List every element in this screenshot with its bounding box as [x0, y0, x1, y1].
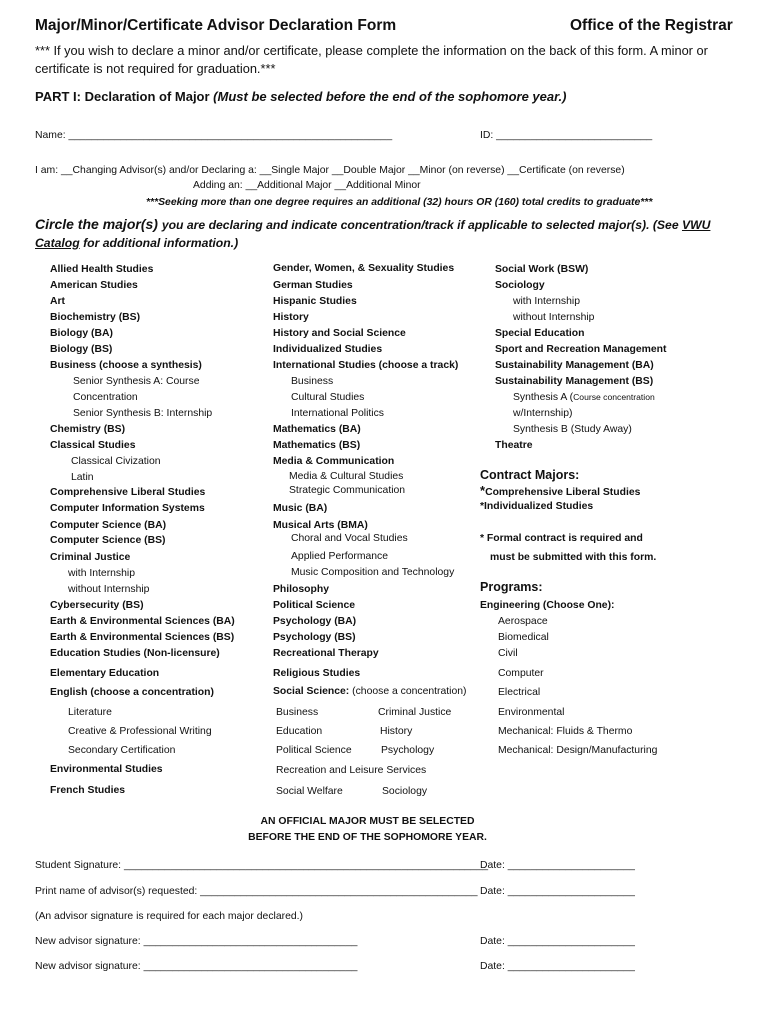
major-item[interactable]: Earth & Environmental Sciences (BA) [50, 616, 235, 627]
synthesis-a-detail: Course concentration [573, 392, 655, 402]
concentration-item[interactable]: with Internship [513, 296, 580, 307]
program-item[interactable]: Computer [498, 668, 544, 679]
concentration-item[interactable]: Music Composition and Technology [291, 567, 455, 578]
seeking-note: ***Seeking more than one degree requires an additional (32) hours OR (160) total credits to graduate*** [146, 197, 653, 208]
major-item[interactable]: Media & Communication [273, 456, 395, 467]
asterisk: * [480, 501, 485, 512]
concentration-item[interactable]: Classical Civization [71, 456, 161, 467]
program-item[interactable]: Mechanical: Design/Manufacturing [498, 745, 658, 756]
program-item[interactable]: Mechanical: Fluids & Thermo [498, 726, 633, 737]
major-item[interactable]: Biochemistry (BS) [50, 312, 141, 323]
synthesis-a-label: Synthesis A ( [513, 392, 574, 403]
concentration-item[interactable] [513, 391, 655, 404]
circle-rest: you are declaring and indicate concentration/track if applicable to selected major(s). (See [161, 218, 682, 232]
concentration-item[interactable]: Latin [71, 472, 94, 483]
advisor-name-field[interactable]: Print name of advisor(s) requested: ________________________________________________ [35, 886, 478, 897]
major-item[interactable]: Cybersecurity (BS) [50, 600, 144, 611]
major-item[interactable]: Individualized Studies [273, 344, 383, 355]
concentration-item[interactable]: Media & Cultural Studies [289, 471, 404, 482]
major-item[interactable]: Earth & Environmental Sciences (BS) [50, 632, 235, 643]
contract-item[interactable] [480, 484, 640, 499]
concentration-item[interactable]: Cultural Studies [291, 392, 365, 403]
student-date-field[interactable]: Date: ______________________ [480, 860, 635, 871]
contract-item[interactable] [480, 500, 593, 513]
major-item[interactable]: Sustainability Management (BA) [495, 360, 654, 371]
official-notice-line: AN OFFICIAL MAJOR MUST BE SELECTED [260, 816, 475, 827]
contract-majors-heading: Contract Majors: [480, 468, 580, 482]
major-item[interactable]: Elementary Education [50, 668, 160, 679]
major-item[interactable]: Special Education [495, 328, 585, 339]
major-item[interactable]: Environmental Studies [50, 764, 163, 775]
major-item[interactable]: Allied Health Studies [50, 264, 154, 275]
engineering-heading: Engineering (Choose One): [480, 600, 615, 611]
i-am-options[interactable]: I am: __Changing Advisor(s) and/or Declaring a: __Single Major __Double Major __Minor (on reverse) __Certificate (on reverse) [35, 165, 625, 176]
major-item[interactable]: Biology (BS) [50, 344, 113, 355]
concentration-item[interactable]: Business [291, 376, 334, 387]
major-item[interactable]: International Studies (choose a track) [273, 360, 459, 371]
concentration-item[interactable]: Education [276, 726, 323, 737]
concentration-item[interactable]: International Politics [291, 408, 384, 419]
major-item[interactable]: German Studies [273, 280, 353, 291]
major-item[interactable]: Art [50, 296, 66, 307]
circle-lead: Circle the major(s) [35, 216, 162, 232]
major-item[interactable]: Recreational Therapy [273, 648, 379, 659]
major-item[interactable]: Sociology [495, 280, 545, 291]
concentration-item[interactable]: Sociology [382, 786, 428, 797]
catalog-link[interactable]: VWU Catalog [35, 218, 711, 250]
major-item[interactable]: Religious Studies [273, 668, 361, 679]
social-science-label: Social Science: [273, 686, 350, 697]
social-science-heading[interactable] [273, 685, 467, 698]
major-item[interactable]: Sport and Recreation Management [495, 344, 667, 355]
major-item[interactable]: Education Studies (Non-licensure) [50, 648, 220, 659]
id-field[interactable]: ID: ___________________________ [480, 130, 653, 141]
concentration-item[interactable]: Criminal Justice [378, 707, 452, 718]
name-field[interactable]: Name: ________________________________________________________ [35, 130, 393, 141]
advisor-date-field[interactable]: Date: ______________________ [480, 886, 635, 897]
major-item[interactable]: Gender, Women, & Sexuality Studies [273, 263, 455, 274]
major-item[interactable]: Hispanic Studies [273, 296, 357, 307]
concentration-item[interactable]: Political Science [276, 745, 352, 756]
major-item[interactable]: Music (BA) [273, 503, 328, 514]
major-item[interactable]: Musical Arts (BMA) [273, 520, 368, 531]
concentration-item: Concentration [73, 392, 138, 403]
circle-instructions [35, 215, 735, 252]
concentration-item[interactable]: Senior Synthesis A: Course [73, 376, 200, 387]
asterisk: * [480, 483, 486, 498]
major-item[interactable]: Classical Studies [50, 440, 136, 451]
program-item[interactable]: Electrical [498, 687, 541, 698]
advisor-note: (An advisor signature is required for each major declared.) [35, 911, 303, 922]
major-item[interactable]: Psychology (BS) [273, 632, 356, 643]
concentration-item[interactable]: Recreation and Leisure Services [276, 765, 427, 776]
major-item[interactable]: French Studies [50, 785, 126, 796]
student-signature-field[interactable]: Student Signature: _______________________________________________________________ [35, 860, 489, 871]
contract-item-label: Comprehensive Liberal Studies [485, 487, 641, 498]
concentration-item[interactable]: with Internship [68, 568, 135, 579]
major-item[interactable]: Biology (BA) [50, 328, 113, 339]
major-item[interactable]: Philosophy [273, 584, 329, 595]
major-item[interactable]: Sustainability Management (BS) [495, 376, 654, 387]
concentration-item: w/Internship) [513, 408, 573, 419]
concentration-item[interactable]: without Internship [68, 584, 150, 595]
programs-heading: Programs: [480, 580, 543, 594]
concentration-item[interactable]: Strategic Communication [289, 485, 406, 496]
major-item[interactable]: Chemistry (BS) [50, 424, 126, 435]
adding-options[interactable]: Adding an: __Additional Major __Additional Minor [193, 180, 421, 191]
major-item[interactable]: History and Social Science [273, 328, 406, 339]
office-name: Office of the Registrar [570, 17, 733, 34]
program-item[interactable]: Civil [498, 648, 518, 659]
major-item[interactable]: Mathematics (BA) [273, 424, 361, 435]
major-item[interactable]: Psychology (BA) [273, 616, 357, 627]
new-advisor-date-field[interactable]: Date: ______________________ [480, 936, 635, 947]
major-item[interactable]: Theatre [495, 440, 533, 451]
intro-note: *** If you wish to declare a minor and/or certificate, please complete the information on the back of this form. A minor or certificate is not required for graduation.*** [35, 43, 708, 76]
major-item[interactable]: American Studies [50, 280, 138, 291]
major-item[interactable]: Computer Information Systems [50, 503, 205, 514]
circle-tail: for additional information.) [79, 236, 239, 250]
concentration-item[interactable]: Applied Performance [291, 551, 389, 562]
major-item[interactable]: Business (choose a synthesis) [50, 360, 202, 371]
new-advisor-date-field[interactable]: Date: ______________________ [480, 961, 635, 972]
part1-note: (Must be selected before the end of the sophomore year.) [213, 89, 567, 104]
contract-note: * Formal contract is required and [480, 533, 643, 544]
major-item[interactable]: English (choose a concentration) [50, 687, 214, 698]
program-item[interactable]: Environmental [498, 707, 565, 718]
concentration-item[interactable]: Synthesis B (Study Away) [513, 424, 632, 435]
concentration-item[interactable]: Senior Synthesis B: Internship [73, 408, 213, 419]
major-item[interactable]: Computer Science (BS) [50, 535, 166, 546]
part1-label: PART I: Declaration of Major [35, 89, 214, 104]
concentration-item[interactable]: Choral and Vocal Studies [291, 533, 408, 544]
concentration-item[interactable]: Creative & Professional Writing [68, 726, 212, 737]
major-item[interactable]: Mathematics (BS) [273, 440, 361, 451]
major-item[interactable]: History [273, 312, 309, 323]
official-notice-line: BEFORE THE END OF THE SOPHOMORE YEAR. [248, 832, 487, 843]
part1-heading [35, 89, 566, 104]
concentration-item[interactable]: Social Welfare [276, 786, 343, 797]
contract-note: must be submitted with this form. [490, 552, 657, 563]
major-item[interactable]: Social Work (BSW) [495, 264, 589, 275]
concentration-item[interactable]: History [380, 726, 413, 737]
concentration-item[interactable]: Secondary Certification [68, 745, 176, 756]
new-advisor-signature-field[interactable]: New advisor signature: _____________________________________ [35, 936, 358, 947]
major-item[interactable]: Criminal Justice [50, 552, 131, 563]
contract-item-label: Individualized Studies [484, 501, 594, 512]
program-item[interactable]: Biomedical [498, 632, 549, 643]
form-title: Major/Minor/Certificate Advisor Declaration Form [35, 17, 397, 34]
concentration-item[interactable]: without Internship [513, 312, 595, 323]
program-item[interactable]: Aerospace [498, 616, 548, 627]
concentration-item[interactable]: Psychology [381, 745, 435, 756]
major-item[interactable]: Comprehensive Liberal Studies [50, 487, 206, 498]
new-advisor-signature-field[interactable]: New advisor signature: _____________________________________ [35, 961, 358, 972]
social-science-note: (choose a concentration) [352, 686, 467, 697]
concentration-item[interactable]: Literature [68, 707, 112, 718]
major-item[interactable]: Computer Science (BA) [50, 520, 167, 531]
major-item[interactable]: Political Science [273, 600, 356, 611]
concentration-item[interactable]: Business [276, 707, 319, 718]
